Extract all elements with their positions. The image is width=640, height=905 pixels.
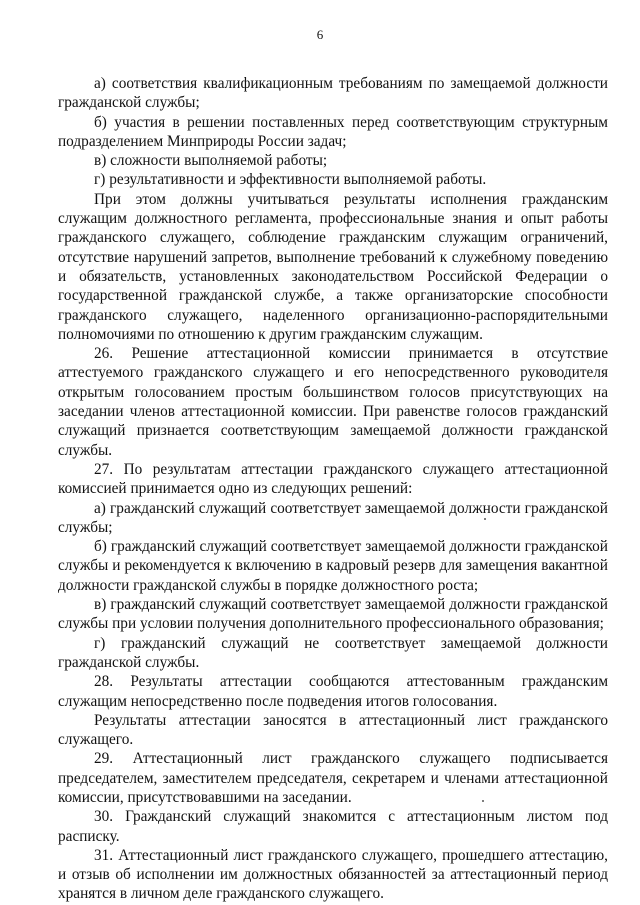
paragraph-criterion-g: г) результативности и эффективности выполняемой работы.: [94, 171, 487, 189]
paragraph-criterion-v: в) сложности выполняемой работы;: [94, 152, 328, 170]
paragraph-27: 27. По результатам аттестации гражданского служащего аттестационной комиссией принимается одно из следующих решений:: [58, 460, 608, 498]
paragraph-decision-g: г) гражданский служащий не соответствует замещаемой должности гражданской службы.: [58, 634, 608, 671]
paragraph-28-results: Результаты аттестации заносятся в аттестационный лист гражданского служащего.: [58, 711, 608, 749]
paragraph-consideration: При этом должны учитываться результаты исполнения гражданским служащим должностного регламента, профессиональные знания и опыт работы гражданского служащего, соблюдение гражданским служащим ограничений, отсутствие нарушений запретов, выполнение требований к служебному поведению и обязательств, установленных законодательством Российской Федерации о государственной гражданской службе, а также организаторские способности гражданского служащего, наделенного организационно-распорядительными полномочиями по отношению к другим гражданским служащим.: [58, 190, 608, 343]
paragraph-decision-a: а) гражданский служащий соответствует замещаемой должности гражданской службы;: [58, 499, 608, 536]
document-body: [58, 74, 608, 904]
scan-speck: [484, 518, 486, 520]
scan-speck: [482, 800, 484, 802]
paragraph-31: 31. Аттестационный лист гражданского служащего, прошедшего аттестацию, и отзыв об исполнении им должностных обязанностей за аттестационный период хранятся в личном деле гражданского служащего.: [58, 846, 608, 903]
paragraph-30: 30. Гражданский служащий знакомится с аттестационным листом под расписку.: [58, 808, 608, 845]
paragraph-decision-v: в) гражданский служащий соответствует замещаемой должности гражданской службы при условии получения дополнительного профессионального образования;: [58, 596, 608, 633]
page-number: 6: [316, 27, 324, 42]
paragraph-26: 26. Решение аттестационной комиссии принимается в отсутствие аттестуемого гражданского служащего и его непосредственного руководителя открытым голосованием простым большинством голосов присутствующих на заседании членов аттестационной комиссии. При равенстве голосов гражданский служащий признается соответствующим замещаемой должности гражданской службы.: [58, 345, 608, 459]
paragraph-criterion-a: а) соответствия квалификационным требованиям по замещаемой должности гражданской службы;: [58, 75, 608, 112]
paragraph-28: 28. Результаты аттестации сообщаются аттестованным гражданским служащим непосредственно после подведения итогов голосования.: [58, 673, 608, 710]
paragraph-criterion-b: б) участия в решении поставленных перед соответствующим структурным подразделением Минприроды России задач;: [58, 113, 608, 150]
paragraph-decision-b: б) гражданский служащий соответствует замещаемой должности гражданской службы и рекомендуется к включению в кадровый резерв для замещения вакантной должности гражданской службы в порядке должностного роста;: [58, 538, 608, 594]
paragraph-29: 29. Аттестационный лист гражданского служащего подписывается председателем, заместителем председателя, секретарем и членами аттестационной комиссии, присутствовавшими на заседании.: [58, 750, 608, 806]
